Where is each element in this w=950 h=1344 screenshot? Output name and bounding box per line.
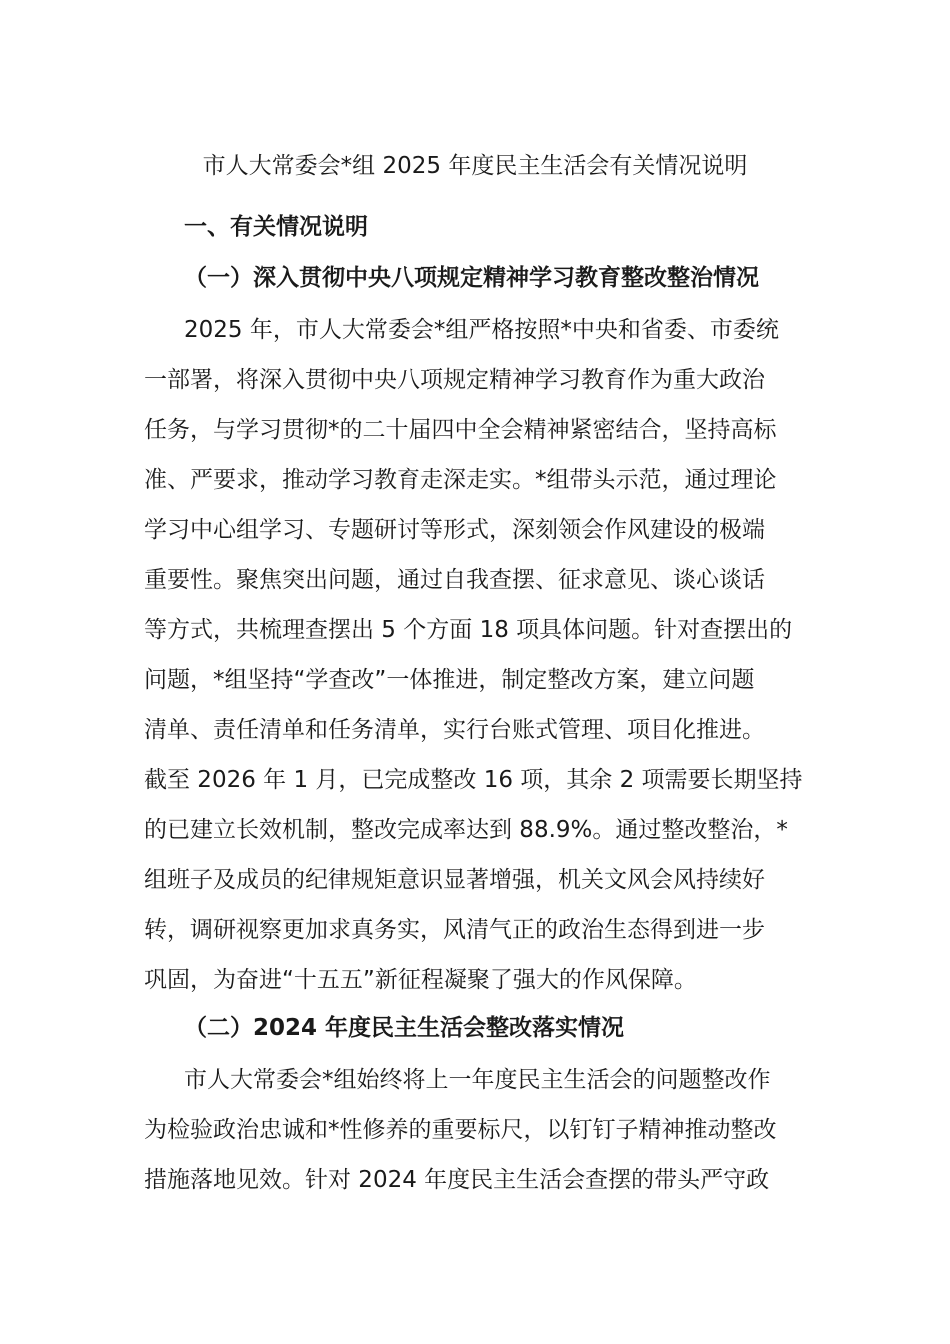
paragraph-line: 组班子及成员的纪律规矩意识显著增强，机关文风会风持续好: [144, 867, 765, 893]
paragraph-line: 巩固，为奋进“十五五”新征程凝聚了强大的作风保障。: [144, 967, 697, 993]
paragraph-1: [144, 305, 806, 1005]
paragraph-line: 措施落地见效。针对 2024 年度民主生活会查摆的带头严守政: [144, 1167, 770, 1193]
paragraph-line: 的已建立长效机制，整改完成率达到 88.9%。通过整改整治，*: [144, 817, 788, 843]
paragraph-line: 市人大常委会*组始终将上一年度民主生活会的问题整改作: [184, 1067, 771, 1093]
subsection-heading-2: （二）2024 年度民主生活会整改落实情况: [184, 1015, 625, 1041]
paragraph-line: 准、严要求，推动学习教育走深走实。*组带头示范，通过理论: [144, 467, 777, 493]
paragraph-line: 2025 年，市人大常委会*组严格按照*中央和省委、市委统: [184, 317, 779, 343]
paragraph-line: 转，调研视察更加求真务实，风清气正的政治生态得到进一步: [144, 917, 765, 943]
paragraph-line: 截至 2026 年 1 月，已完成整改 16 项，其余 2 项需要长期坚持: [144, 767, 803, 793]
document-title: 市人大常委会*组 2025 年度民主生活会有关情况说明: [202, 153, 748, 179]
paragraph-line: 一部署，将深入贯彻中央八项规定精神学习教育作为重大政治: [144, 367, 765, 393]
paragraph-line: 任务，与学习贯彻*的二十届四中全会精神紧密结合，坚持高标: [144, 417, 777, 443]
paragraph-line: 学习中心组学习、专题研讨等形式，深刻领会作风建设的极端: [144, 517, 765, 543]
paragraph-line: 清单、责任清单和任务清单，实行台账式管理、项目化推进。: [144, 717, 765, 743]
paragraph-line: 为检验政治忠诚和*性修养的重要标尺，以钉钉子精神推动整改: [144, 1117, 777, 1143]
paragraph-line: 重要性。聚焦突出问题，通过自我查摆、征求意见、谈心谈话: [144, 567, 765, 593]
paragraph-line: 问题，*组坚持“学查改”一体推进，制定整改方案，建立问题: [144, 667, 755, 693]
subsection-heading-1: （一）深入贯彻中央八项规定精神学习教育整改整治情况: [184, 265, 759, 291]
paragraph-2: [144, 1055, 806, 1205]
paragraph-line: 等方式，共梳理查摆出 5 个方面 18 项具体问题。针对查摆出的: [144, 617, 793, 643]
section-heading-1: 一、有关情况说明: [184, 214, 368, 240]
